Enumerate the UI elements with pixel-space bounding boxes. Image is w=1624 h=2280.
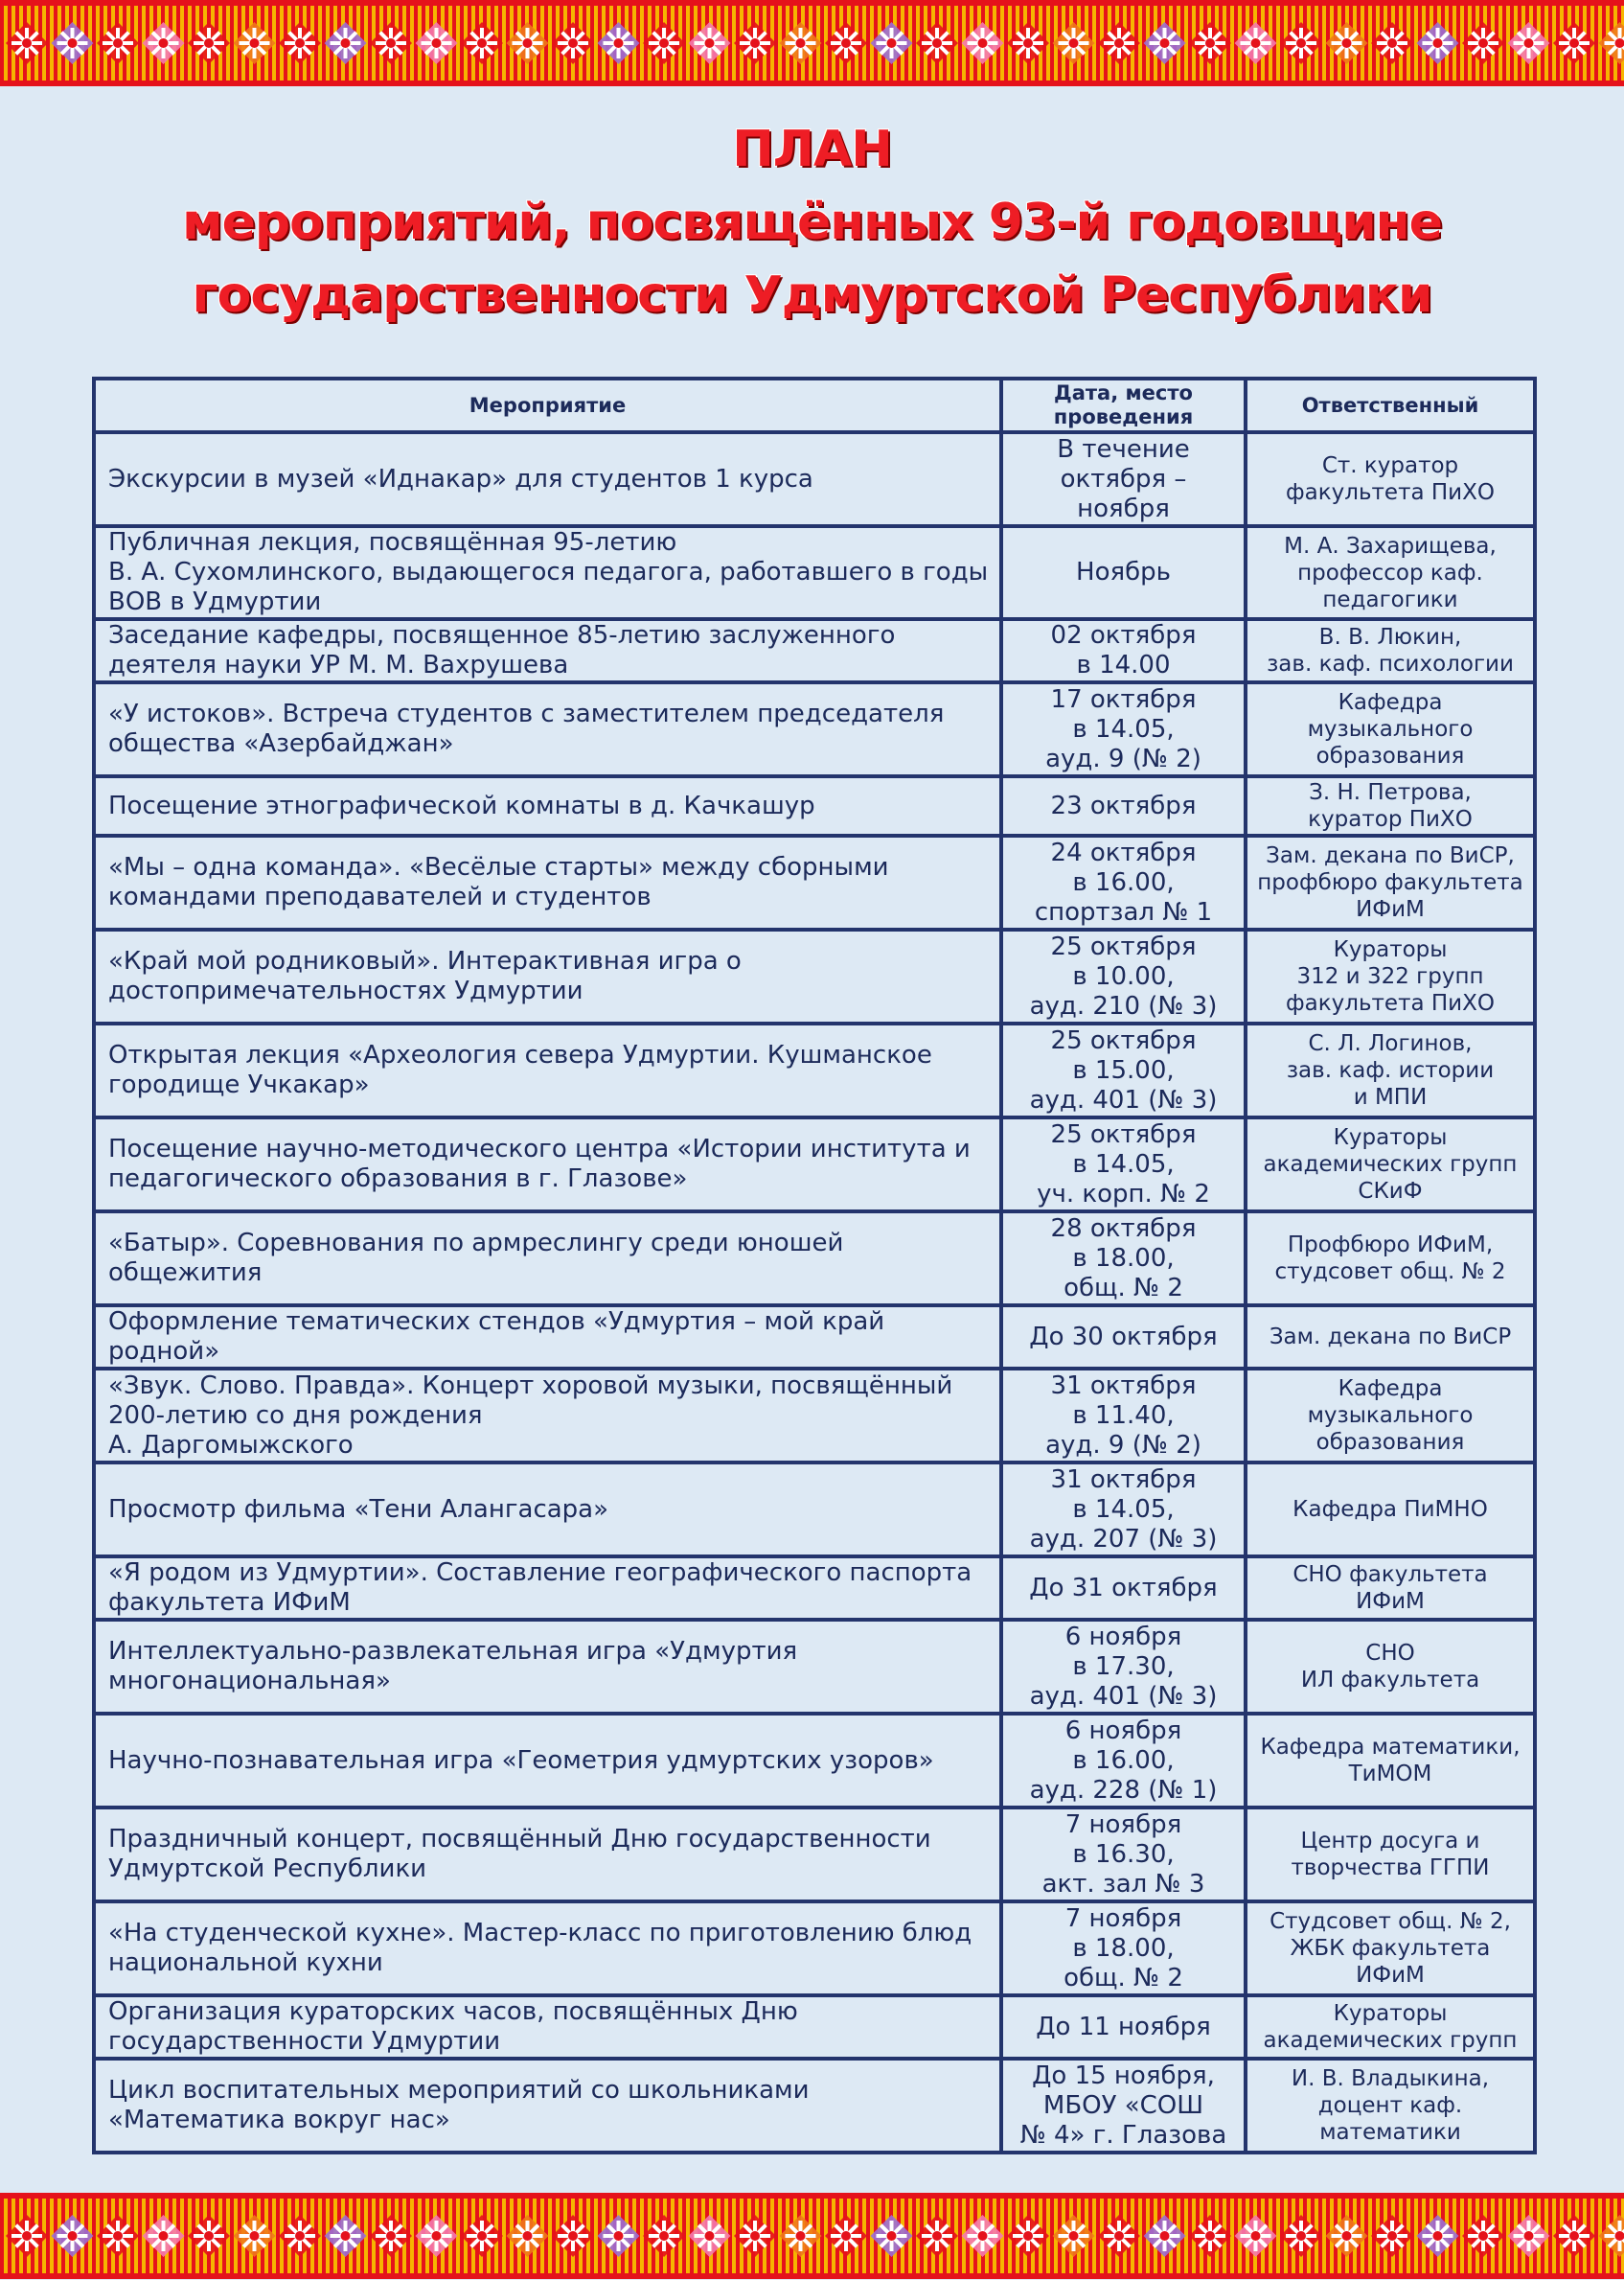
responsible-cell-text: Кураторы академических групп [1263, 2001, 1518, 2053]
ornament-motif [1053, 2215, 1095, 2257]
event-cell-text: «На студенческой кухне». Мастер-класс по приготовлению блюд национальной кухни [108, 1919, 972, 1977]
ornament-motif [143, 22, 185, 64]
responsible-cell-text: Кафедра музыкального образования [1307, 690, 1474, 769]
ornament-motif [1053, 22, 1095, 64]
ornament-motif [143, 2215, 185, 2257]
ornament-motif [1007, 22, 1049, 64]
event-cell-text: Интеллектуально-развлекательная игра «Удмуртия многонациональная» [108, 1637, 798, 1695]
event-cell-text: Публичная лекция, посвящённая 95-летию В. А. Сухомлинского, выдающегося педагога, работавшего в годы ВОВ в Удмуртии [108, 528, 989, 616]
ornament-motif [1508, 22, 1550, 64]
event-cell-text: «Звук. Слово. Правда». Концерт хоровой музыки, посвящённый 200-летию со дня рождения А. Даргомыжского [108, 1370, 953, 1460]
ornament-motif [370, 2215, 412, 2257]
table-row [94, 1995, 1535, 2059]
ornament-motif [962, 2215, 1004, 2257]
ornament-motif [689, 22, 731, 64]
table-body [94, 432, 1535, 2153]
responsible-cell-text: СНО ИЛ факультета [1300, 1641, 1480, 1693]
date-cell [1001, 1024, 1246, 1117]
event-cell-text: Просмотр фильма «Тени Алангасара» [108, 1494, 609, 1524]
ornament-motif [1553, 2215, 1595, 2257]
title-line-2: мероприятий, посвящённых 93-й годовщине [182, 194, 1442, 251]
table-row [94, 930, 1535, 1024]
ornament-motif [780, 22, 822, 64]
responsible-cell [1246, 1714, 1535, 1808]
responsible-cell [1246, 776, 1535, 836]
ornament-svg [0, 2199, 1624, 2273]
ornament-motif [916, 22, 958, 64]
date-cell-text: 25 октября в 10.00, ауд. 210 (№ 3) [1029, 932, 1218, 1021]
ornament-motif [1599, 2215, 1624, 2257]
ornament-motif [507, 22, 549, 64]
table-row [94, 1462, 1535, 1556]
responsible-cell-text: С. Л. Логинов, зав. каф. истории и МПИ [1286, 1031, 1495, 1110]
event-cell-text: Цикл воспитательных мероприятий со школьниками «Математика вокруг нас» [108, 2076, 810, 2134]
ornament-motif [1098, 22, 1140, 64]
ornament-motif [1235, 2215, 1277, 2257]
ornament-motif [916, 2215, 958, 2257]
table-row [94, 1211, 1535, 1305]
event-cell-text: «Край мой родниковый». Интерактивная игра о достопримечательностях Удмуртии [108, 947, 742, 1005]
responsible-cell-text: В. В. Люкин, зав. каф. психологии [1267, 625, 1514, 677]
ornament-motif [1371, 22, 1413, 64]
event-cell [94, 1995, 1001, 2059]
date-cell-text: 7 ноября в 16.30, акт. зал № 3 [1041, 1809, 1205, 1899]
top-ornament-border [0, 0, 1624, 86]
event-cell [94, 2059, 1001, 2153]
ornament-motif [279, 22, 321, 64]
responsible-cell-text: Зам. декана по ВиСР, профбюро факультета ИФиМ [1257, 843, 1523, 922]
date-cell [1001, 619, 1246, 682]
date-cell [1001, 776, 1246, 836]
responsible-cell-text: Зам. декана по ВиСР [1269, 1324, 1512, 1349]
ornament-motif [1326, 22, 1368, 64]
event-cell [94, 1369, 1001, 1462]
event-cell-text: Организация кураторских часов, посвящённых Дню государственности Удмуртии [108, 1997, 798, 2056]
date-cell-text: До 31 октября [1029, 1573, 1218, 1602]
ornament-motif [552, 22, 594, 64]
bottom-ornament-border [0, 2193, 1624, 2279]
ornament-motif [97, 22, 139, 64]
title-line-1: ПЛАН [732, 121, 892, 178]
event-cell-text: «У истоков». Встреча студентов с заместителем председателя общества «Азербайджан» [108, 700, 945, 758]
ornament-motif [1098, 2215, 1140, 2257]
ornament-motif [1462, 2215, 1504, 2257]
table-row [94, 526, 1535, 619]
event-cell-text: Экскурсии в музей «Иднакар» для студентов 1 курса [108, 464, 813, 494]
date-cell-text: До 15 ноября, МБОУ «СОШ № 4» г. Глазова [1019, 2061, 1227, 2150]
responsible-cell [1246, 682, 1535, 776]
responsible-cell [1246, 1808, 1535, 1901]
ornament-motif [780, 2215, 822, 2257]
table-row [94, 682, 1535, 776]
ornament-motif [1462, 22, 1504, 64]
responsible-cell-text: Кафедра музыкального образования [1307, 1376, 1474, 1455]
header-date: Дата, место проведения [1001, 379, 1246, 432]
event-cell-text: Научно-познавательная игра «Геометрия удмуртских узоров» [108, 1745, 934, 1775]
ornament-motif [1144, 22, 1186, 64]
responsible-cell-text: И. В. Владыкина, доцент каф. математики [1291, 2066, 1490, 2145]
responsible-cell [1246, 1117, 1535, 1211]
responsible-cell [1246, 2059, 1535, 2153]
title-line-3: государственности Удмуртской Республики [192, 266, 1432, 324]
ornament-motif [1235, 22, 1277, 64]
date-cell [1001, 1714, 1246, 1808]
date-cell [1001, 930, 1246, 1024]
ornament-svg [0, 6, 1624, 81]
ornament-motif [598, 2215, 640, 2257]
date-cell-text: 7 ноября в 18.00, общ. № 2 [1064, 1903, 1183, 1992]
responsible-cell [1246, 432, 1535, 526]
table-row [94, 1305, 1535, 1369]
date-cell [1001, 1808, 1246, 1901]
event-cell [94, 1024, 1001, 1117]
ornament-motif [234, 2215, 276, 2257]
date-cell-text: 24 октября в 16.00, спортзал № 1 [1034, 838, 1213, 927]
responsible-cell-text: Кафедра ПиМНО [1292, 1497, 1488, 1522]
event-cell [94, 1211, 1001, 1305]
ornament-motif [325, 2215, 367, 2257]
responsible-cell [1246, 619, 1535, 682]
event-cell-text: Оформление тематических стендов «Удмуртия – мой край родной» [108, 1307, 885, 1366]
event-cell-text: Заседание кафедры, посвященное 85-летию заслуженного деятеля науки УР М. М. Вахрушева [108, 621, 896, 679]
date-cell-text: 25 октября в 15.00, ауд. 401 (№ 3) [1029, 1025, 1218, 1115]
responsible-cell-text: СНО факультета ИФиМ [1292, 1562, 1488, 1614]
ornament-motif [1144, 2215, 1186, 2257]
responsible-cell [1246, 1369, 1535, 1462]
ornament-motif [598, 22, 640, 64]
ornament-motif [734, 22, 776, 64]
event-cell [94, 1714, 1001, 1808]
responsible-cell [1246, 1995, 1535, 2059]
ornament-motif [416, 2215, 458, 2257]
event-cell [94, 1462, 1001, 1556]
responsible-cell [1246, 1901, 1535, 1995]
date-cell [1001, 1995, 1246, 2059]
date-cell-text: 28 октября в 18.00, общ. № 2 [1050, 1213, 1197, 1302]
date-cell-text: 02 октября в 14.00 [1050, 621, 1197, 679]
responsible-cell [1246, 836, 1535, 930]
date-cell [1001, 1305, 1246, 1369]
ornament-motif [461, 2215, 503, 2257]
table-row [94, 1556, 1535, 1620]
ornament-pattern [0, 2199, 1624, 2273]
ornament-motif [1417, 22, 1459, 64]
date-cell-text: Ноябрь [1076, 558, 1171, 587]
event-cell [94, 836, 1001, 930]
ornament-motif [416, 22, 458, 64]
table-row [94, 836, 1535, 930]
ornament-motif [52, 22, 94, 64]
responsible-cell [1246, 930, 1535, 1024]
table-header-row [94, 379, 1535, 432]
responsible-cell [1246, 1556, 1535, 1620]
responsible-cell [1246, 1305, 1535, 1369]
ornament-motif [962, 22, 1004, 64]
responsible-cell-text: Профбюро ИФиМ, студсовет общ. № 2 [1274, 1232, 1506, 1284]
responsible-cell-text: З. Н. Петрова, куратор ПиХО [1308, 780, 1473, 832]
event-cell [94, 1305, 1001, 1369]
responsible-cell-text: Кураторы 312 и 322 групп факультета ПиХО [1286, 937, 1495, 1016]
table-row [94, 2059, 1535, 2153]
event-cell [94, 930, 1001, 1024]
ornament-motif [6, 2215, 48, 2257]
responsible-cell [1246, 1211, 1535, 1305]
event-cell [94, 1808, 1001, 1901]
events-table [92, 377, 1537, 2154]
ornament-motif [461, 22, 503, 64]
table-row [94, 1620, 1535, 1714]
event-cell [94, 1620, 1001, 1714]
page-title [0, 113, 1624, 332]
table-row [94, 1117, 1535, 1211]
event-cell [94, 1556, 1001, 1620]
table-row [94, 619, 1535, 682]
date-cell [1001, 432, 1246, 526]
table-row [94, 1369, 1535, 1462]
event-cell-text: Посещение этнографической комнаты в д. Качкашур [108, 791, 815, 820]
ornament-motif [279, 2215, 321, 2257]
event-cell [94, 432, 1001, 526]
event-cell [94, 1901, 1001, 1995]
ornament-motif [1417, 2215, 1459, 2257]
event-cell [94, 682, 1001, 776]
event-cell [94, 1117, 1001, 1211]
ornament-motif [1371, 2215, 1413, 2257]
header-responsible: Ответственный [1246, 379, 1535, 432]
ornament-motif [871, 22, 913, 64]
table-row [94, 432, 1535, 526]
ornament-motif [825, 2215, 867, 2257]
ornament-motif [1189, 22, 1231, 64]
date-cell-text: 23 октября [1050, 791, 1197, 820]
ornament-motif [507, 2215, 549, 2257]
table-row [94, 1808, 1535, 1901]
ornament-motif [1508, 2215, 1550, 2257]
ornament-pattern [0, 6, 1624, 81]
event-cell [94, 526, 1001, 619]
ornament-motif [643, 22, 685, 64]
responsible-cell [1246, 526, 1535, 619]
event-cell-text: Праздничный концерт, посвящённый Дню государственности Удмуртской Республики [108, 1825, 931, 1883]
responsible-cell [1246, 1462, 1535, 1556]
table-row [94, 776, 1535, 836]
date-cell-text: В течение октября – ноября [1057, 434, 1190, 523]
date-cell [1001, 1620, 1246, 1714]
ornament-motif [6, 22, 48, 64]
event-cell-text: «Мы – одна команда». «Весёлые старты» между сборными командами преподавателей и студентов [108, 853, 889, 911]
header-event: Мероприятие [94, 379, 1001, 432]
ornament-motif [871, 2215, 913, 2257]
date-cell [1001, 1369, 1246, 1462]
responsible-cell-text: М. А. Захарищева, профессор каф. педагогики [1284, 533, 1497, 612]
date-cell [1001, 1211, 1246, 1305]
date-cell-text: До 11 ноября [1036, 2012, 1211, 2041]
table-row [94, 1901, 1535, 1995]
event-cell-text: Открытая лекция «Археология севера Удмуртии. Кушманское городище Учкакар» [108, 1041, 932, 1099]
date-cell [1001, 2059, 1246, 2153]
responsible-cell-text: Кафедра математики, ТиМОМ [1260, 1735, 1521, 1786]
date-cell-text: 17 октября в 14.05, ауд. 9 (№ 2) [1045, 684, 1201, 773]
event-cell [94, 776, 1001, 836]
ornament-motif [825, 22, 867, 64]
date-cell-text: До 30 октября [1029, 1322, 1218, 1351]
responsible-cell [1246, 1024, 1535, 1117]
date-cell [1001, 1462, 1246, 1556]
responsible-cell-text: Кураторы академических групп СКиФ [1263, 1125, 1518, 1204]
ornament-motif [52, 2215, 94, 2257]
ornament-motif [1280, 22, 1322, 64]
ornament-motif [234, 22, 276, 64]
date-cell [1001, 1901, 1246, 1995]
date-cell [1001, 1556, 1246, 1620]
date-cell [1001, 1117, 1246, 1211]
date-cell-text: 31 октября в 14.05, ауд. 207 (№ 3) [1029, 1464, 1218, 1554]
date-cell-text: 31 октября в 11.40, ауд. 9 (№ 2) [1045, 1370, 1201, 1460]
ornament-motif [1280, 2215, 1322, 2257]
ornament-motif [188, 22, 230, 64]
ornament-motif [689, 2215, 731, 2257]
event-cell-text: Посещение научно-методического центра «Истории института и педагогического образования в г. Глазове» [108, 1135, 971, 1193]
responsible-cell-text: Студсовет общ. № 2, ЖБК факультета ИФиМ [1269, 1909, 1511, 1988]
ornament-motif [552, 2215, 594, 2257]
ornament-motif [643, 2215, 685, 2257]
ornament-motif [1007, 2215, 1049, 2257]
date-cell-text: 6 ноября в 17.30, ауд. 401 (№ 3) [1029, 1622, 1218, 1711]
date-cell [1001, 836, 1246, 930]
date-cell-text: 6 ноября в 16.00, ауд. 228 (№ 1) [1029, 1716, 1218, 1805]
ornament-motif [734, 2215, 776, 2257]
event-cell-text: «Батыр». Соревнования по армреслингу среди юношей общежития [108, 1229, 844, 1287]
ornament-motif [325, 22, 367, 64]
ornament-motif [97, 2215, 139, 2257]
event-cell [94, 619, 1001, 682]
ornament-motif [1553, 22, 1595, 64]
table-row [94, 1714, 1535, 1808]
event-cell-text: «Я родом из Удмуртии». Составление географического паспорта факультета ИФиМ [108, 1558, 972, 1617]
ornament-motif [188, 2215, 230, 2257]
ornament-motif [1189, 2215, 1231, 2257]
ornament-motif [1599, 22, 1624, 64]
responsible-cell-text: Центр досуга и творчества ГГПИ [1291, 1829, 1490, 1880]
table-row [94, 1024, 1535, 1117]
date-cell [1001, 682, 1246, 776]
date-cell [1001, 526, 1246, 619]
date-cell-text: 25 октября в 14.05, уч. корп. № 2 [1037, 1119, 1210, 1209]
ornament-motif [1326, 2215, 1368, 2257]
responsible-cell [1246, 1620, 1535, 1714]
ornament-motif [370, 22, 412, 64]
responsible-cell-text: Ст. куратор факультета ПиХО [1286, 453, 1495, 505]
